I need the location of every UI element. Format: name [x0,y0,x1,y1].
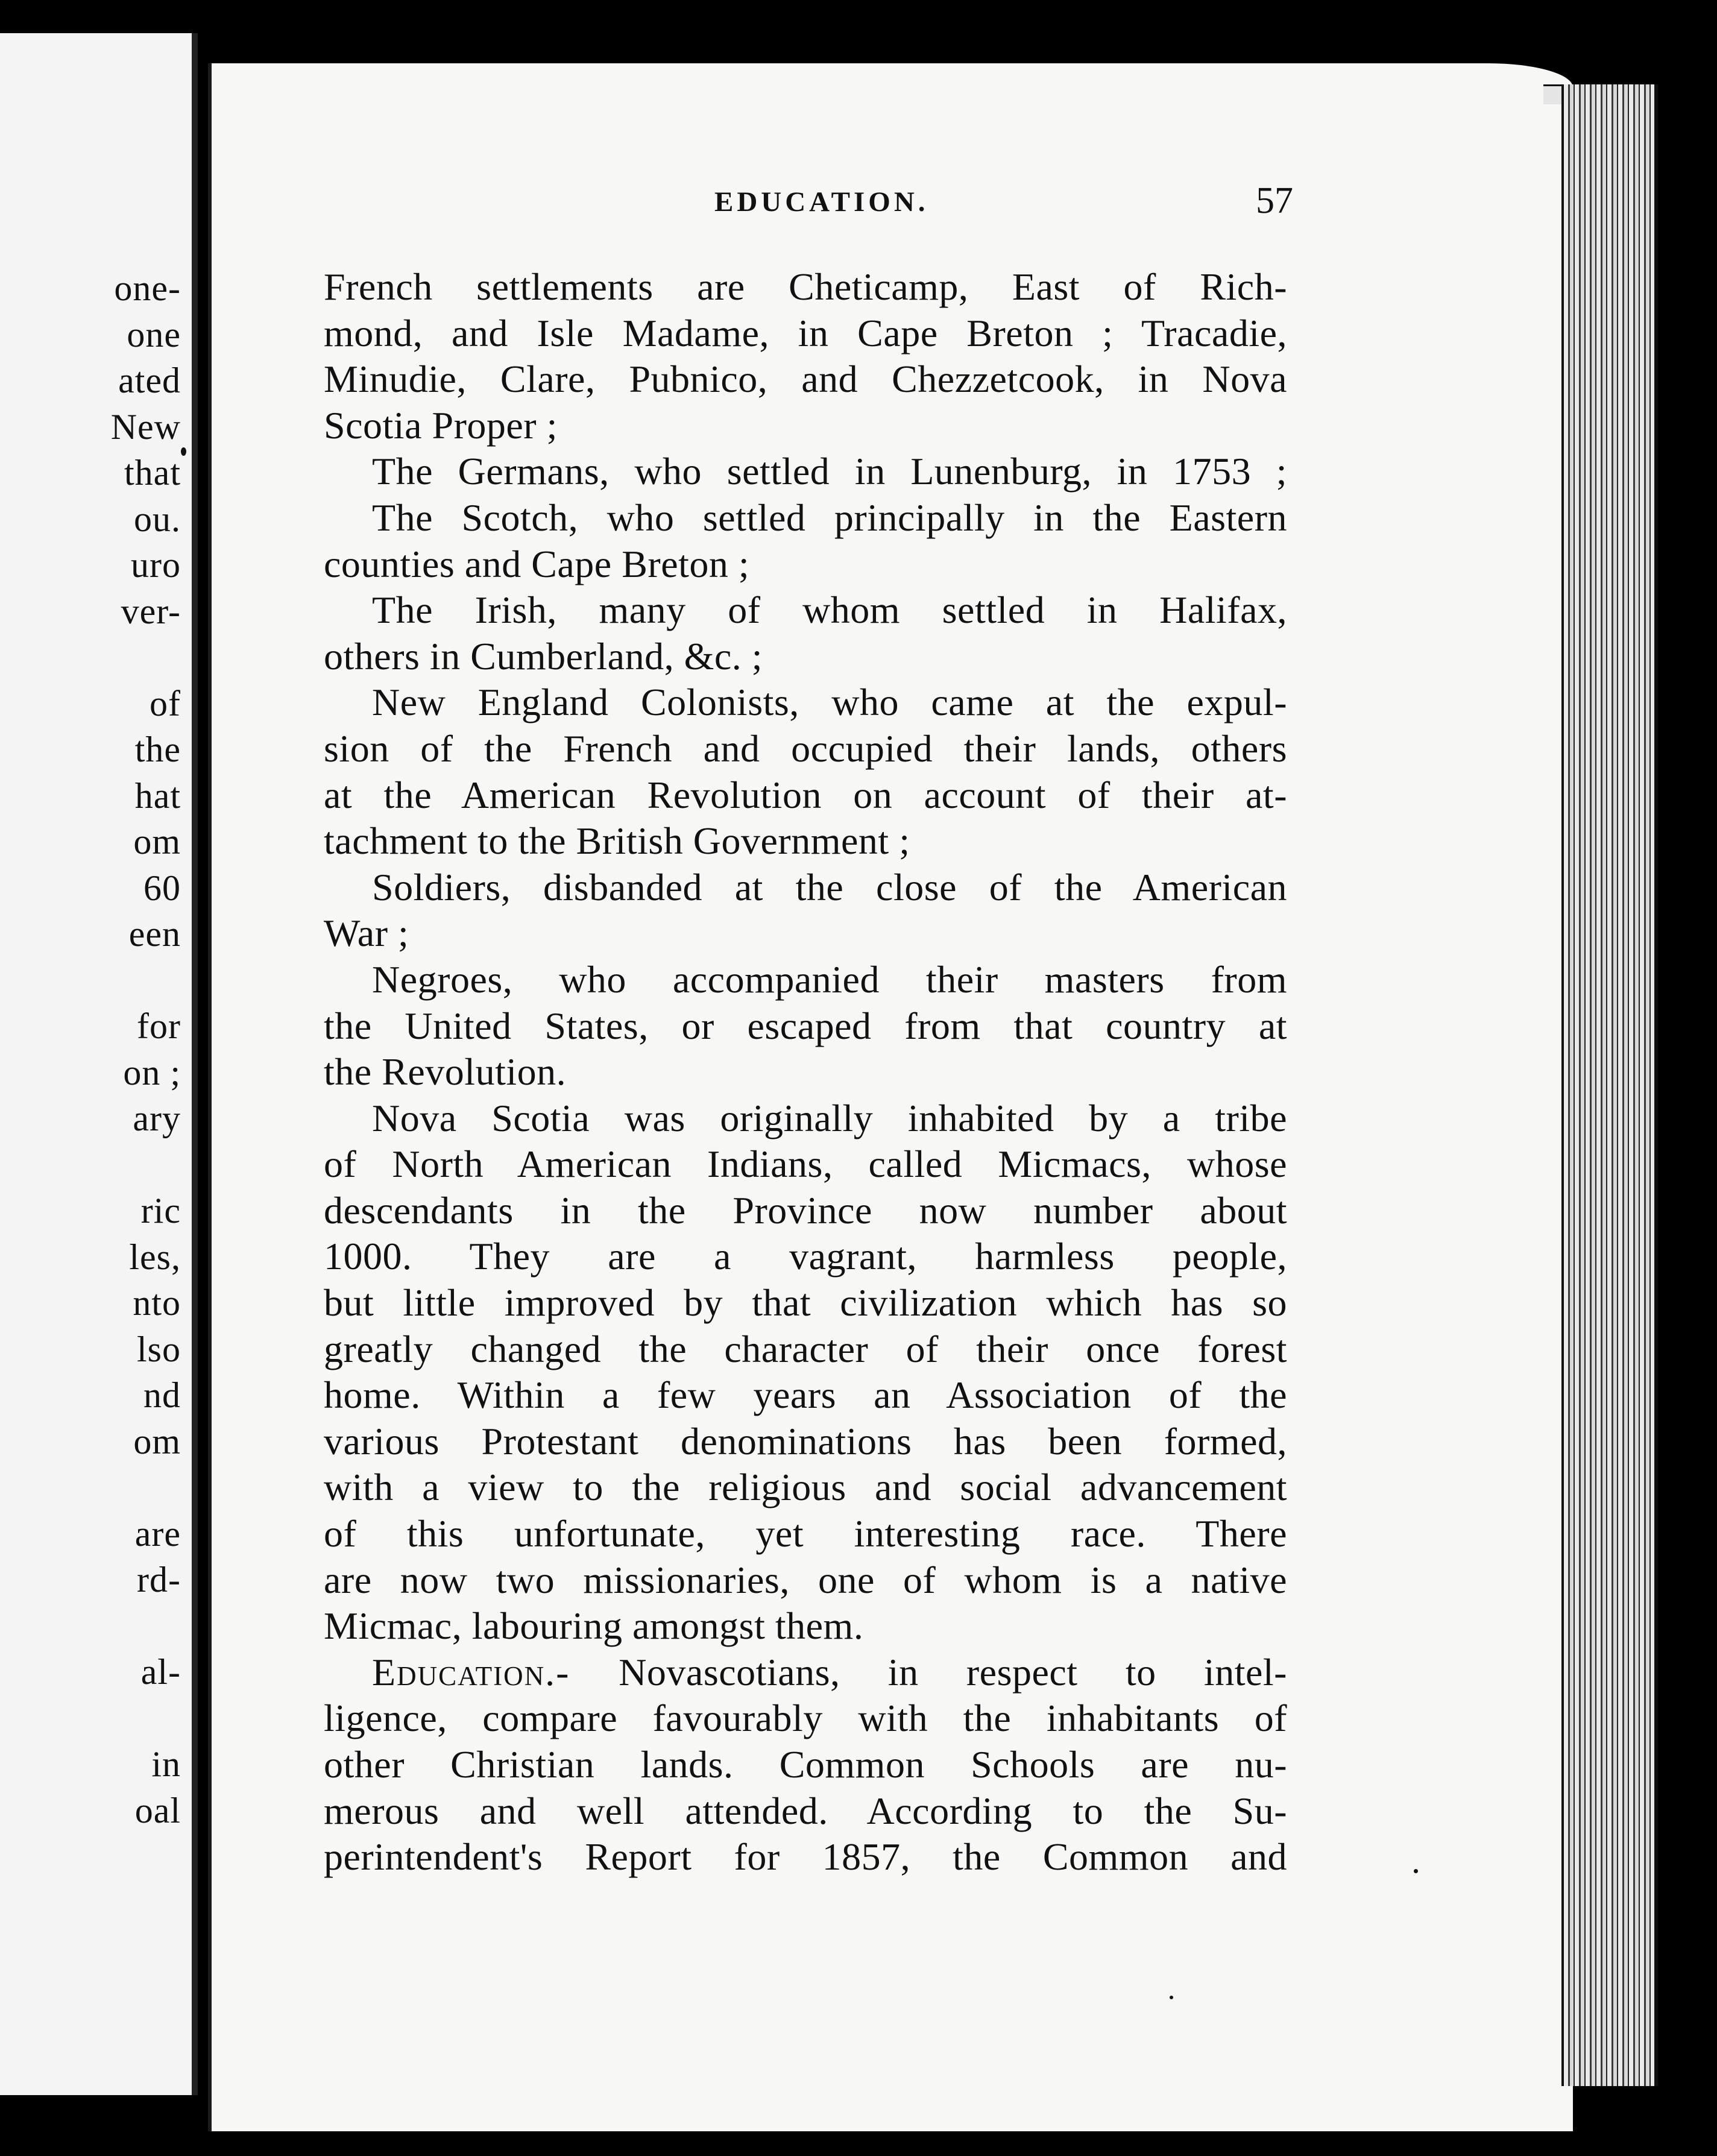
text-line: Nova Scotia was originally inhabited by a tribe [372,1096,1287,1139]
facing-page-fragment-line: New [110,406,181,447]
facing-page-fragment-line: ated [118,361,181,400]
facing-page-fragment-line: for [137,1006,181,1046]
text-line: home. Within a few years an Association of the [324,1373,1287,1417]
facing-page-fragment-line: of [150,683,181,723]
text-line-content: Novascotians, in respect to intel- [619,1650,1287,1694]
text-line: of North American Indians, called Micmacs, whose [324,1143,1287,1186]
body-text [324,264,1287,1880]
text-line: tachment to the British Government ; [324,819,910,863]
facing-page-fragment-line: ric [140,1191,181,1231]
text-line: The Irish, many of whom settled in Halifax, [372,588,1287,632]
page-number: 57 [1256,180,1293,221]
facing-page-fragment-line: ary [133,1098,181,1138]
running-head-title: EDUCATION. [714,186,929,218]
text-line: greatly changed the character of their once forest [324,1327,1287,1370]
text-line: counties and Cape Breton ; [324,542,750,585]
text-line: sion of the French and occupied their lands, others [324,727,1287,770]
facing-page-fragment-line: om [133,1421,181,1461]
text-line: perintendent's Report for 1857, the Common and [324,1835,1287,1879]
facing-page-fragment-line [0,1695,181,1742]
text-line: merous and well attended. According to the Su- [324,1789,1287,1832]
text-line: are now two missionaries, one of whom is a native [324,1558,1287,1601]
text-line: other Christian lands. Common Schools are nu- [324,1743,1287,1786]
ink-speck [181,447,186,456]
facing-page-fragment-line: hat [134,775,181,816]
text-line: 1000. They are a vagrant, harmless people, [324,1235,1287,1278]
facing-page-fragment-line: that [124,453,181,493]
ink-speck [1170,1996,1173,1999]
facing-page-fragment-line: are [134,1513,181,1554]
facing-page-fragment-line [0,1142,181,1188]
text-line: The Scotch, who settled principally in the Eastern [372,496,1287,539]
text-line: Negroes, who accompanied their masters from [372,957,1287,1001]
facing-page-fragment-line: the [134,730,181,769]
facing-page-fragment-line: nto [133,1283,181,1323]
facing-page-fragment-line: uro [131,545,181,585]
text-line: Micmac, labouring amongst them. [324,1604,864,1648]
section-lead-in: Education.- [372,1650,619,1694]
facing-page-fragment-line: een [128,914,181,954]
facing-page-fragment-line: om [133,822,181,862]
facing-page-fragment-line: on ; [123,1052,181,1092]
text-line: with a view to the religious and social advancement [324,1466,1287,1509]
facing-page-fragment-line: al- [140,1652,181,1692]
facing-page-fragment-line: one- [114,268,181,308]
text-line [324,1650,1287,1696]
text-line: Scotia Proper ; [324,403,558,447]
facing-page-fragment-line: ver- [121,591,181,631]
page-fore-edge [1561,84,1658,2086]
text-line: the Revolution. [324,1050,567,1094]
facing-page-fragment-line: rd- [137,1560,181,1600]
text-line: Soldiers, disbanded at the close of the American [372,865,1287,909]
facing-page-fragment-line [0,634,181,681]
text-line: ligence, compare favourably with the inhabitants of [324,1697,1287,1740]
text-line: the United States, or escaped from that country at [324,1004,1287,1047]
facing-page-fragment-line: 60 [143,868,181,908]
facing-page-fragment-line: in [151,1744,181,1784]
text-line: French settlements are Cheticamp, East of Rich- [324,265,1287,308]
text-line: New England Colonists, who came at the expul- [372,681,1287,724]
ink-speck [1414,1869,1418,1873]
facing-page-fragment [0,33,198,2095]
facing-page-fragment-line: ou. [134,499,181,539]
text-line: The Germans, who settled in Lunenburg, in 1753 ; [372,450,1287,493]
text-line: others in Cumberland, &c. ; [324,634,763,678]
facing-page-fragment-line [0,1464,181,1511]
text-line: descendants in the Province now number about [324,1188,1287,1232]
text-line: at the American Revolution on account of their at- [324,773,1287,816]
facing-page-fragment-line: one [127,314,181,355]
facing-page-fragment-line: oal [134,1790,181,1830]
facing-page-line-endings [0,265,181,1833]
text-line: various Protestant denominations has been formed, [324,1419,1287,1463]
text-line: of this unfortunate, yet interesting race. There [324,1512,1287,1556]
facing-page-fragment-line [0,1603,181,1650]
running-head [323,180,1293,228]
text-line: Minudie, Clare, Pubnico, and Chezzetcook, in Nova [324,358,1287,401]
text-line: War ; [324,912,409,955]
facing-page-fragment-line: lso [136,1329,181,1369]
text-line: mond, and Isle Madame, in Cape Breton ; Tracadie, [324,311,1287,355]
text-line: but little improved by that civilization which has so [324,1281,1287,1325]
facing-page-fragment-line: nd [143,1375,181,1415]
facing-page-fragment-line [0,957,181,1004]
facing-page-fragment-line: les, [129,1237,181,1277]
